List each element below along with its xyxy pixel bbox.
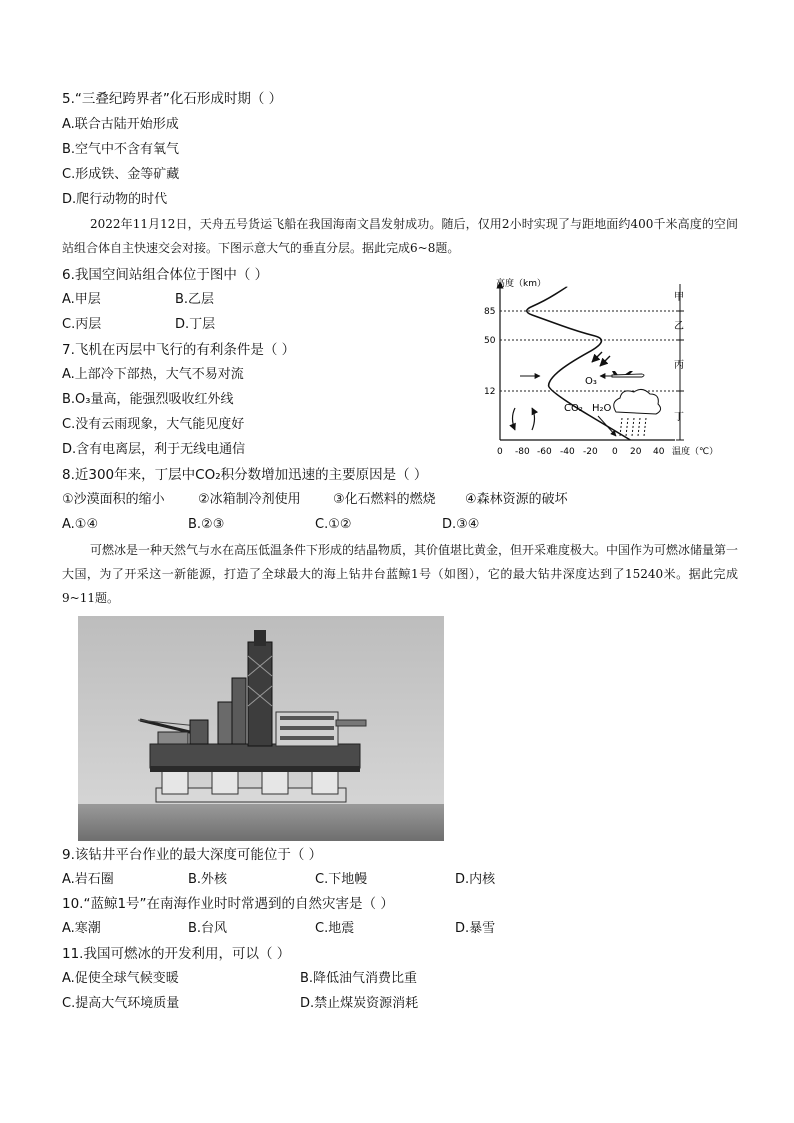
passage-2: 可燃冰是一种天然气与水在高压低温条件下形成的结晶物质，其价值堪比黄金，但开采难度极大。中国作为可燃冰储量第一大国，为了开采这一新能源，打造了全球最大的海上钻井台蓝鲸1号（如图），它的最大钻井深度达到了15240米。据此完成9~11题。 (62, 543, 739, 605)
y-tick: 50 (484, 336, 496, 346)
q6-option-b[interactable]: B.乙层 (175, 292, 215, 307)
x-tick: -80 (515, 447, 530, 457)
q9-option-d[interactable]: D.内核 (455, 872, 496, 887)
q8-option-c[interactable]: C.①② (315, 517, 352, 532)
q9-option-a[interactable]: A.岩石圈 (62, 872, 114, 887)
y-tick: 85 (484, 307, 496, 317)
x-ticks (497, 447, 665, 457)
q10-option-d[interactable]: D.暴雪 (455, 921, 496, 936)
h2o-label: H₂O (592, 403, 612, 414)
x-tick: -60 (537, 447, 552, 457)
layer-label-ding: 丁 (674, 412, 684, 423)
q10-option-c[interactable]: C.地震 (315, 921, 355, 936)
q7-option-b[interactable]: B.O₃量高，能强烈吸收红外线 (62, 392, 234, 407)
y-ticks (484, 307, 496, 397)
q11-option-d[interactable]: D.禁止煤炭资源消耗 (300, 996, 419, 1011)
q8-choice-2: ②冰箱制冷剂使用 (198, 492, 301, 507)
q7-stem: 7.飞机在丙层中飞行的有利条件是（ ） (62, 342, 296, 358)
q8-option-b[interactable]: B.②③ (188, 517, 225, 532)
q7-option-c[interactable]: C.没有云雨现象，大气能见度好 (62, 417, 245, 432)
y-axis-label: 高度（km） (496, 279, 546, 289)
convection-arrow (513, 408, 516, 430)
co2-label: CO₂ (564, 403, 583, 414)
layer-label-yi: 乙 (674, 321, 684, 332)
q5-option-b[interactable]: B.空气中不含有氧气 (62, 142, 180, 157)
arrow (598, 416, 616, 436)
q5-option-a[interactable]: A.联合古陆开始形成 (62, 117, 179, 132)
q5-stem: 5.“三叠纪跨界者”化石形成时期（ ） (62, 91, 283, 107)
q5-option-d[interactable]: D.爬行动物的时代 (62, 192, 168, 207)
q6-option-c[interactable]: C.丙层 (62, 317, 102, 332)
q5-option-c[interactable]: C.形成铁、金等矿藏 (62, 167, 180, 182)
q9-stem: 9.该钻井平台作业的最大深度可能位于（ ） (62, 847, 323, 863)
layer-label-jia: 甲 (674, 292, 684, 303)
q8-option-d[interactable]: D.③④ (442, 517, 480, 532)
q9-option-b[interactable]: B.外核 (188, 872, 228, 887)
q10-option-a[interactable]: A.寒潮 (62, 921, 101, 936)
q7-option-a[interactable]: A.上部冷下部热，大气不易对流 (62, 367, 244, 382)
airplane-icon (612, 371, 644, 377)
convection-arrow (532, 408, 535, 430)
q8-choice-3: ③化石燃料的燃烧 (333, 492, 436, 507)
q8-option-a[interactable]: A.①④ (62, 517, 99, 532)
q6-option-a[interactable]: A.甲层 (62, 292, 101, 307)
passage-1: 2022年11月12日，天舟五号货运飞船在我国海南文昌发射成功。随后，仅用2小时实现了与距地面约400千米高度的空间站组合体自主快速交会对接。下图示意大气的垂直分层。据此完成6~8题。 (62, 217, 738, 255)
q10-option-b[interactable]: B.台风 (188, 921, 228, 936)
x-tick: 0 (497, 447, 503, 457)
q6-stem: 6.我国空间站组合体位于图中（ ） (62, 267, 269, 283)
arrow (592, 352, 602, 362)
temperature-curve (527, 287, 631, 440)
q8-choice-4: ④森林资源的破坏 (465, 492, 568, 507)
q6-option-d[interactable]: D.丁层 (175, 317, 216, 332)
q11-stem: 11.我国可燃冰的开发利用，可以（ ） (62, 946, 291, 962)
x-axis-label: 温度（℃） (672, 447, 719, 457)
drilling-platform-photo (78, 616, 444, 841)
q11-option-b[interactable]: B.降低油气消费比重 (300, 971, 418, 986)
y-tick: 12 (484, 387, 496, 397)
layer-label-bing: 丙 (674, 360, 684, 371)
x-tick: -20 (583, 447, 598, 457)
q11-option-a[interactable]: A.促使全球气候变暖 (62, 971, 179, 986)
q9-option-c[interactable]: C.下地幔 (315, 872, 368, 887)
q11-option-c[interactable]: C.提高大气环境质量 (62, 996, 180, 1011)
q10-stem: 10.“蓝鲸1号”在南海作业时时常遇到的自然灾害是（ ） (62, 896, 394, 912)
q8-stem: 8.近300年来，丁层中CO₂积分数增加迅速的主要原因是（ ） (62, 467, 428, 483)
q8-choice-1: ①沙漠面积的缩小 (62, 492, 165, 507)
x-tick: -40 (560, 447, 575, 457)
q7-option-d[interactable]: D.含有电离层，利于无线电通信 (62, 442, 246, 457)
rain-cloud-icon (614, 389, 661, 436)
atmosphere-chart (470, 270, 730, 460)
arrow (600, 356, 610, 366)
x-tick: 40 (653, 447, 665, 457)
x-tick: 0 (612, 447, 618, 457)
ozone-label: O₃ (585, 376, 597, 387)
x-tick: 20 (630, 447, 642, 457)
